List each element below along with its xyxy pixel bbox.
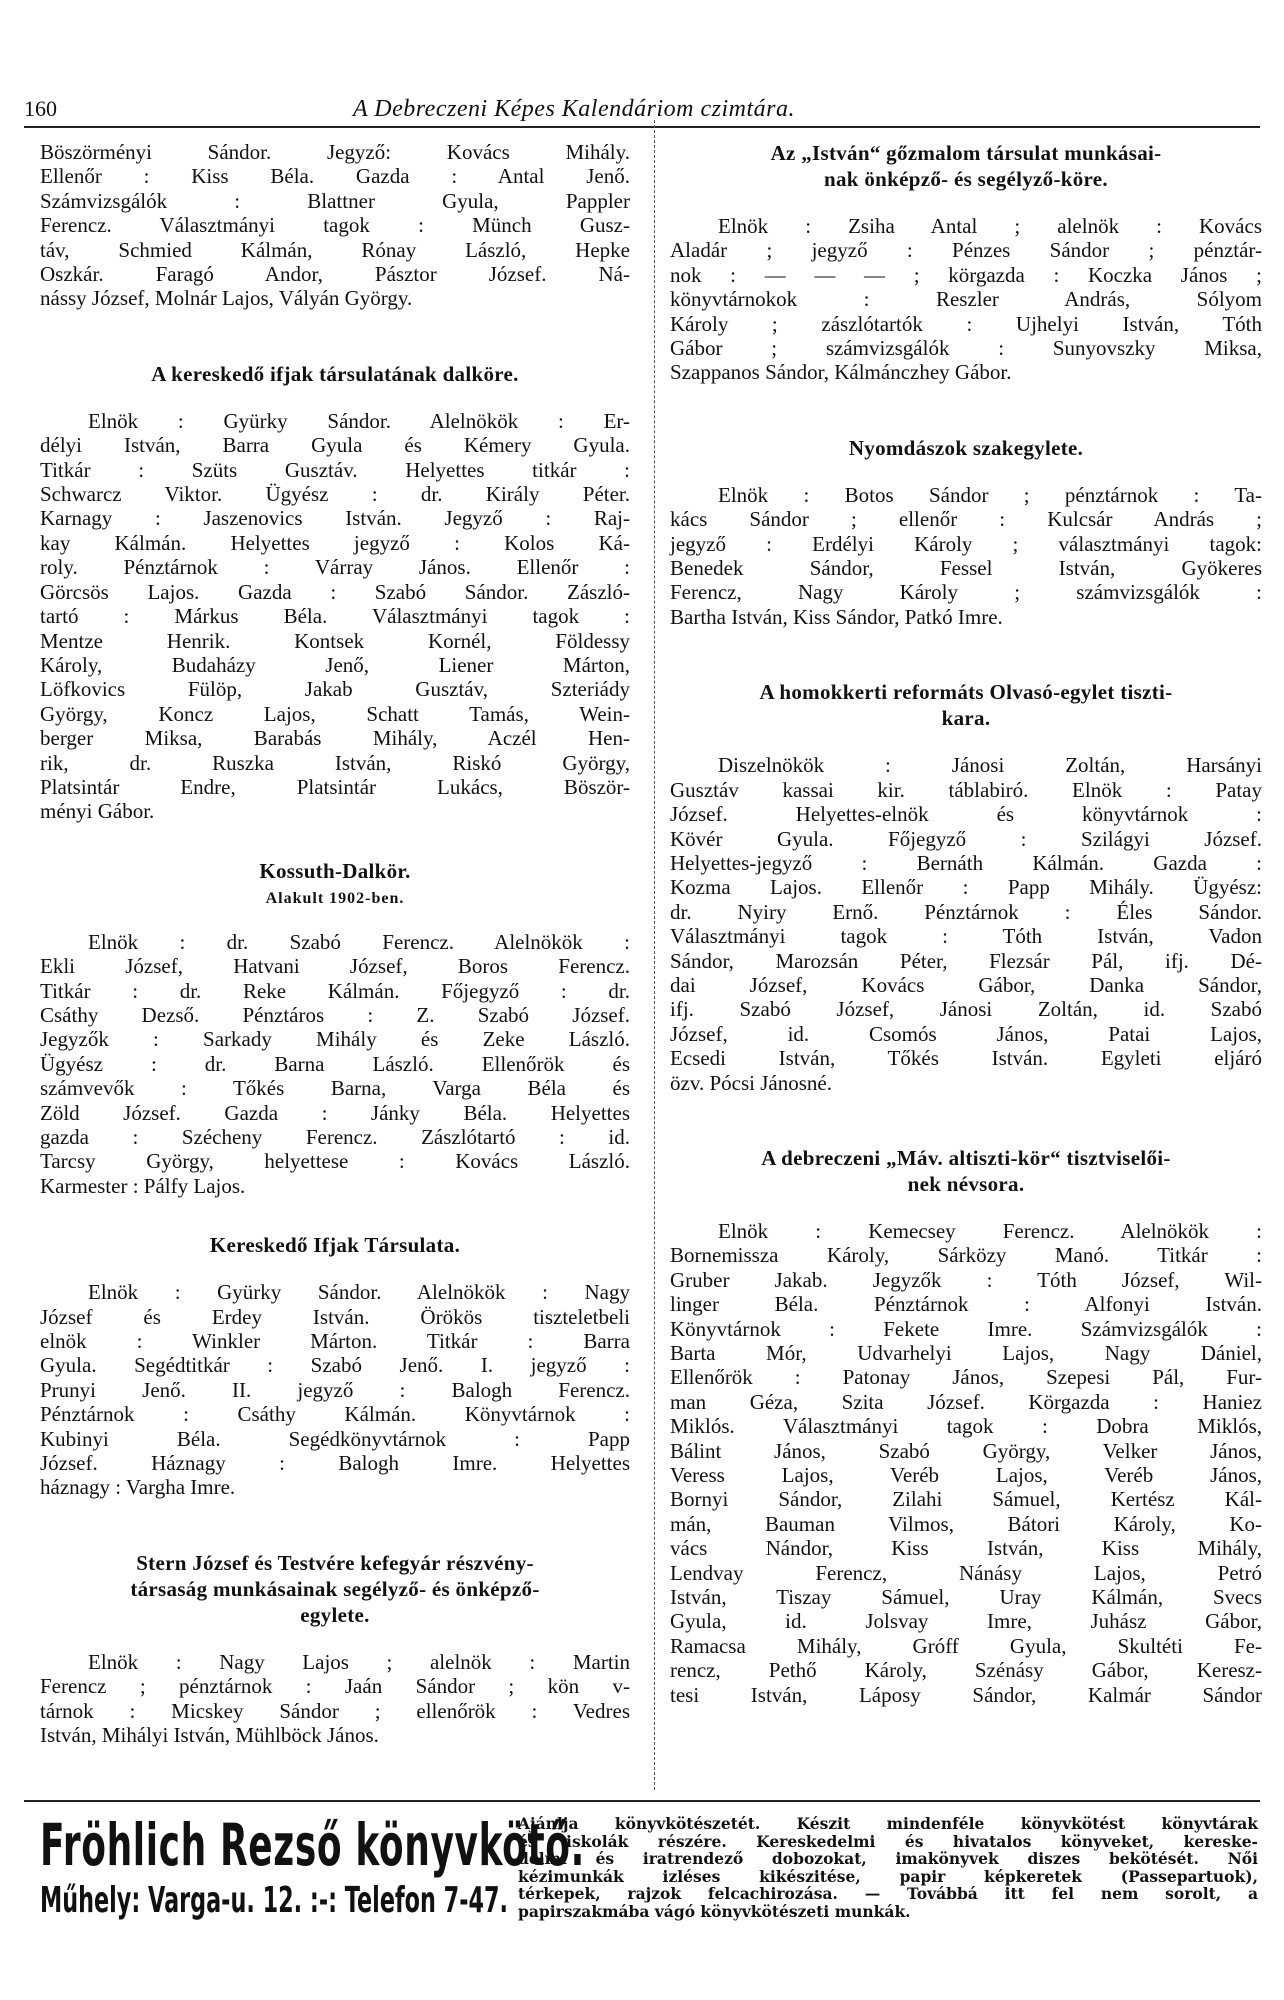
text-line: Karmester : Pálfy Lajos.: [40, 1173, 246, 1198]
text-line: Tarcsy György, helyettese : Kovács László.: [40, 1149, 630, 1174]
text-line: Ajánlja könyvkötészetét. Készit mindenféle könyvkötést könyvtárak: [518, 1814, 1258, 1833]
text-line: József és Erdey István. Örökös tiszteletbeli: [40, 1304, 630, 1329]
left-column: [40, 140, 630, 1748]
text-line: Sándor, Marozsán Péter, Flezsár Pál, ifj. Dé-: [670, 948, 1262, 973]
text-line: Ellenőr : Kiss Béla. Gazda : Antal Jenő.: [40, 164, 630, 189]
text-line: Zöld József. Gazda : Jánky Béla. Helyettes: [40, 1100, 630, 1125]
section-title: Nyomdászok szakegylete.: [848, 435, 1084, 460]
text-line: Ferencz. Választmányi tagok : Münch Gusz-: [40, 213, 630, 238]
text-line: nek névsora.: [907, 1171, 1025, 1196]
text-line: gazda : Szécheny Ferencz. Zászlótartó : id.: [40, 1125, 630, 1149]
text-line: Görcsös Lajos. Gazda : Szabó Sándor. Zászló-: [40, 579, 630, 604]
text-line: Gábor ; számvizsgálók : Sunyovszky Miksa,: [670, 336, 1262, 361]
text-line: Károly, Budaházy Jenő, Liener Márton,: [40, 652, 630, 677]
text-line: tartó : Márkus Béla. Választmányi tagok :: [40, 604, 630, 629]
page-header: [24, 96, 1260, 122]
text-line: Választmányi tagok : Tóth István, Vadon: [670, 924, 1262, 949]
running-title: A Debreczeni Képes Kalendáriom czimtára.: [353, 96, 795, 122]
text-line: József. Helyettes-elnök és könyvtárnok :: [670, 802, 1262, 827]
section-body: [40, 930, 630, 1198]
text-line: és iskolák részére. Kereskedelmi és hivatalos könyveket, kereske-: [518, 1831, 1258, 1851]
text-line: Ferencz, Nagy Károly ; számvizsgálók :: [670, 580, 1262, 605]
text-line: Titkár : Szüts Gusztáv. Helyettes titkár :: [40, 457, 630, 482]
text-line: jegyző : Erdélyi Károly ; választmányi tagok:: [670, 531, 1262, 556]
text-line: Lendvay Ferencz, Nánásy Lajos, Petró: [670, 1560, 1262, 1585]
text-line: Böszörményi Sándor. Jegyző: Kovács Mihály.: [40, 140, 630, 164]
section-body: [670, 483, 1262, 629]
text-line: elnök : Winkler Márton. Titkár : Barra: [40, 1329, 630, 1354]
text-line: Löfkovics Fülöp, Jakab Gusztáv, Szteriády: [40, 677, 630, 702]
text-line: kács Sándor ; ellenőr : Kulcsár András ;: [670, 507, 1262, 532]
text-line: Ügyész : dr. Barna László. Ellenőrök és: [40, 1051, 630, 1076]
text-line: György, Koncz Lajos, Schatt Tamás, Wein-: [40, 701, 630, 726]
text-line: Karnagy : Jaszenovics István. Jegyző : Raj-: [40, 506, 630, 531]
text-line: Elnök : Kemecsey Ferencz. Alelnökök :: [718, 1218, 1262, 1243]
text-line: Ramacsa Mihály, Gróff Gyula, Skultéti Fe-: [670, 1633, 1262, 1658]
section-title: Kossuth-Dalkör.: [259, 858, 411, 883]
ad-address: Műhely: Varga-u. 12. :-: Telefon 7-47.: [40, 1880, 509, 1921]
text-line: Elnök : Botos Sándor ; pénztárnok : Ta-: [718, 482, 1262, 507]
text-line: dr. Nyiry Ernő. Pénztárnok : Éles Sándor.: [670, 899, 1262, 924]
text-line: dai József, Kovács Gábor, Danka Sándor,: [670, 972, 1262, 997]
text-line: rencz, Pethő Károly, Szénásy Gábor, Keresz-: [670, 1658, 1262, 1683]
text-line: Kubinyi Béla. Segédkönyvtárnok : Papp: [40, 1426, 630, 1451]
footer-rule: [24, 1800, 1260, 1802]
text-line: Elnök : Nagy Lajos ; alelnök : Martin: [88, 1649, 630, 1674]
text-line: kara.: [941, 706, 991, 731]
section-title: A kereskedő ifjak társulatának dalköre.: [151, 361, 519, 386]
text-line: man Géza, Szita József. Körgazda : Haniez: [670, 1389, 1262, 1414]
text-line: Jegyzők : Sarkady Mihály és Zeke László.: [40, 1027, 630, 1052]
text-line: Bartha István, Kiss Sándor, Patkó Imre.: [670, 604, 1003, 629]
text-line: kay Kálmán. Helyettes jegyző : Kolos Ká-: [40, 530, 630, 555]
text-line: délyi István, Barra Gyula és Kémery Gyula.: [40, 433, 630, 458]
text-line: mán, Bauman Vilmos, Bátori Károly, Ko-: [670, 1511, 1262, 1536]
section-body: [40, 1650, 630, 1748]
text-line: berger Miksa, Barabás Mihály, Aczél Hen-: [40, 726, 630, 751]
text-line: Pénztárnok : Csáthy Kálmán. Könyvtárnok :: [40, 1402, 630, 1427]
section-body: [670, 1219, 1262, 1707]
text-line: Aladár ; jegyző : Pénzes Sándor ; pénztár-: [670, 238, 1262, 263]
text-line: Mentze Henrik. Kontsek Kornél, Földessy: [40, 628, 630, 653]
text-line: Veress Lajos, Veréb Lajos, Veréb János,: [670, 1463, 1262, 1488]
text-line: tesi István, Láposy Sándor, Kalmár Sándor: [670, 1682, 1262, 1707]
text-line: Helyettes-jegyző : Bernáth Kálmán. Gazda :: [670, 850, 1262, 875]
section-title: [670, 679, 1262, 731]
text-line: Bornemissza Károly, Sárközy Manó. Titkár :: [670, 1243, 1262, 1268]
text-line: nássy József, Molnár Lajos, Vályán György.: [40, 286, 413, 311]
text-line: Károly ; zászlótartók : Ujhelyi István, Tóth: [670, 311, 1262, 336]
text-line: Gruber Jakab. Jegyzők : Tóth József, Wil-: [670, 1267, 1262, 1292]
text-line: delmi és iratrendező dobozokat, imakönyvek diszes bekötését. Női: [518, 1849, 1258, 1868]
text-line: Könyvtárnok : Fekete Imre. Számvizsgálók :: [670, 1316, 1262, 1341]
text-line: A debreczeni „Máv. altiszti-kör“ tisztviselői-: [761, 1145, 1171, 1170]
text-line: egylete.: [300, 1602, 370, 1627]
ad-business-name: Fröhlich Rezső könyvkötő.: [40, 1811, 585, 1879]
text-line: nak önképző- és segélyző-köre.: [824, 167, 1108, 191]
text-line: Ellenőrök : Patonay János, Szepesi Pál, Fur-: [670, 1365, 1262, 1390]
text-line: Gyula. Segédtitkár : Szabó Jenő. I. jegyző :: [40, 1353, 630, 1378]
text-line: Titkár : dr. Reke Kálmán. Főjegyző : dr.: [40, 978, 630, 1003]
text-line: özv. Pócsi Jánosné.: [670, 1070, 832, 1095]
text-line: Ekli József, Hatvani József, Boros Ferencz.: [40, 954, 630, 979]
right-column: [670, 140, 1262, 1707]
text-line: Schwarcz Viktor. Ügyész : dr. Király Péter.: [40, 482, 630, 507]
page-number: 160: [24, 96, 57, 121]
text-line: linger Béla. Pénztárnok : Alfonyi István.: [670, 1292, 1262, 1317]
text-line: Diszelnökök : Jánosi Zoltán, Harsányi: [718, 753, 1262, 778]
text-line: Miklós. Választmányi tagok : Dobra Miklós,: [670, 1414, 1262, 1439]
text-line: roly. Pénztárnok : Várray János. Ellenőr :: [40, 555, 630, 580]
text-line: Kozma Lajos. Ellenőr : Papp Mihály. Ügyész:: [670, 875, 1262, 900]
section-body: [670, 214, 1262, 385]
text-line: Elnök : dr. Szabó Ferencz. Alelnökök :: [88, 929, 630, 954]
text-line: Gusztáv kassai kir. táblabiró. Elnök : Patay: [670, 777, 1262, 802]
bookbinder-advertisement: [40, 1811, 1260, 1925]
section-title: Kereskedő Ifjak Társulata.: [209, 1233, 461, 1258]
section-body: [40, 1280, 630, 1500]
text-line: táv, Schmied Kálmán, Rónay László, Hepke: [40, 237, 630, 262]
text-line: Ecsedi István, Tőkés István. Egyleti eljáró: [670, 1046, 1262, 1071]
text-line: ifj. Szabó József, Jánosi Zoltán, id. Szabó: [670, 997, 1262, 1022]
text-line: Bornyi Sándor, Zilahi Sámuel, Kertész Kál-: [670, 1487, 1262, 1512]
column-divider: [654, 120, 655, 1790]
text-line: Elnök : Zsiha Antal ; alelnök : Kovács: [718, 214, 1262, 238]
text-line: Ferencz ; pénztárnok : Jaán Sándor ; kön v-: [40, 1674, 630, 1699]
text-line: térkepek, rajzok felcachirozása. — Továbbá itt fel nem sorolt, a: [518, 1884, 1258, 1903]
text-line: Elnök : Gyürky Sándor. Alelnökök : Nagy: [88, 1280, 630, 1305]
text-line: Gyula, id. Jolsvay Imre, Juhász Gábor,: [670, 1609, 1262, 1634]
section-subtitle: Alakult 1902-ben.: [265, 889, 405, 907]
text-line: István, Tiszay Sámuel, Uray Kálmán, Svecs: [670, 1585, 1262, 1610]
text-line: ményi Gábor.: [40, 799, 155, 824]
text-line: István, Mihályi István, Mühlböck János.: [40, 1723, 379, 1748]
text-line: számvevők : Tőkés Barna, Varga Béla és: [40, 1076, 630, 1101]
text-line: József. Háznagy : Balogh Imre. Helyettes: [40, 1451, 630, 1476]
section-title: [670, 1145, 1262, 1197]
section-body: [670, 753, 1262, 1095]
text-line: társaság munkásainak segélyző- és önképző-: [130, 1576, 540, 1601]
text-line: A homokkerti reformáts Olvasó-egylet tiszti-: [759, 680, 1173, 705]
text-line: Az „István“ gőzmalom társulat munkásai-: [770, 141, 1162, 165]
text-line: könyvtárnokok : Reszler András, Sólyom: [670, 287, 1262, 312]
text-line: nok : — — — ; körgazda : Koczka János ;: [670, 262, 1262, 287]
text-line: Kövér Gyula. Főjegyző : Szilágyi József.: [670, 826, 1262, 851]
ad-description: [518, 1815, 1258, 1920]
text-line: Bálint János, Szabó György, Velker János,: [670, 1438, 1262, 1463]
text-line: kézimunkák izléses kikészitése, papir képkeretek (Passepartuok),: [518, 1866, 1258, 1886]
text-line: Számvizsgálók : Blattner Gyula, Pappler: [40, 188, 630, 213]
text-line: papirszakmába vágó könyvkötészeti munkák.: [518, 1901, 911, 1921]
text-line: Elnök : Gyürky Sándor. Alelnökök : Er-: [88, 408, 630, 433]
header-rule: [24, 126, 1260, 128]
text-line: tárnok : Micskey Sándor ; ellenőrök : Vedres: [40, 1698, 630, 1723]
section-title: [670, 140, 1262, 192]
text-line: vács Nándor, Kiss István, Kiss Mihály,: [670, 1536, 1262, 1561]
text-line: Barta Mór, Udvarhelyi Lajos, Nagy Dániel,: [670, 1341, 1262, 1365]
text-line: Prunyi Jenő. II. jegyző : Balogh Ferencz.: [40, 1377, 630, 1402]
text-line: József, id. Csomós János, Patai Lajos,: [670, 1021, 1262, 1046]
text-line: Platsintár Endre, Platsintár Lukács, Böször-: [40, 774, 630, 799]
text-line: Benedek Sándor, Fessel István, Gyökeres: [670, 556, 1262, 581]
intro-paragraph: [40, 140, 630, 311]
text-line: rik, dr. Ruszka István, Riskó György,: [40, 750, 630, 775]
section-body: [40, 409, 630, 824]
text-line: háznagy : Vargha Imre.: [40, 1475, 236, 1500]
text-line: Stern József és Testvére kefegyár részvény-: [136, 1550, 534, 1575]
text-line: Szappanos Sándor, Kálmánczhey Gábor.: [670, 360, 1012, 385]
text-line: Csáthy Dezső. Pénztáros : Z. Szabó József.: [40, 1002, 630, 1027]
text-line: Oszkár. Faragó Andor, Pásztor József. Ná-: [40, 262, 630, 287]
section-title: [40, 1550, 630, 1628]
